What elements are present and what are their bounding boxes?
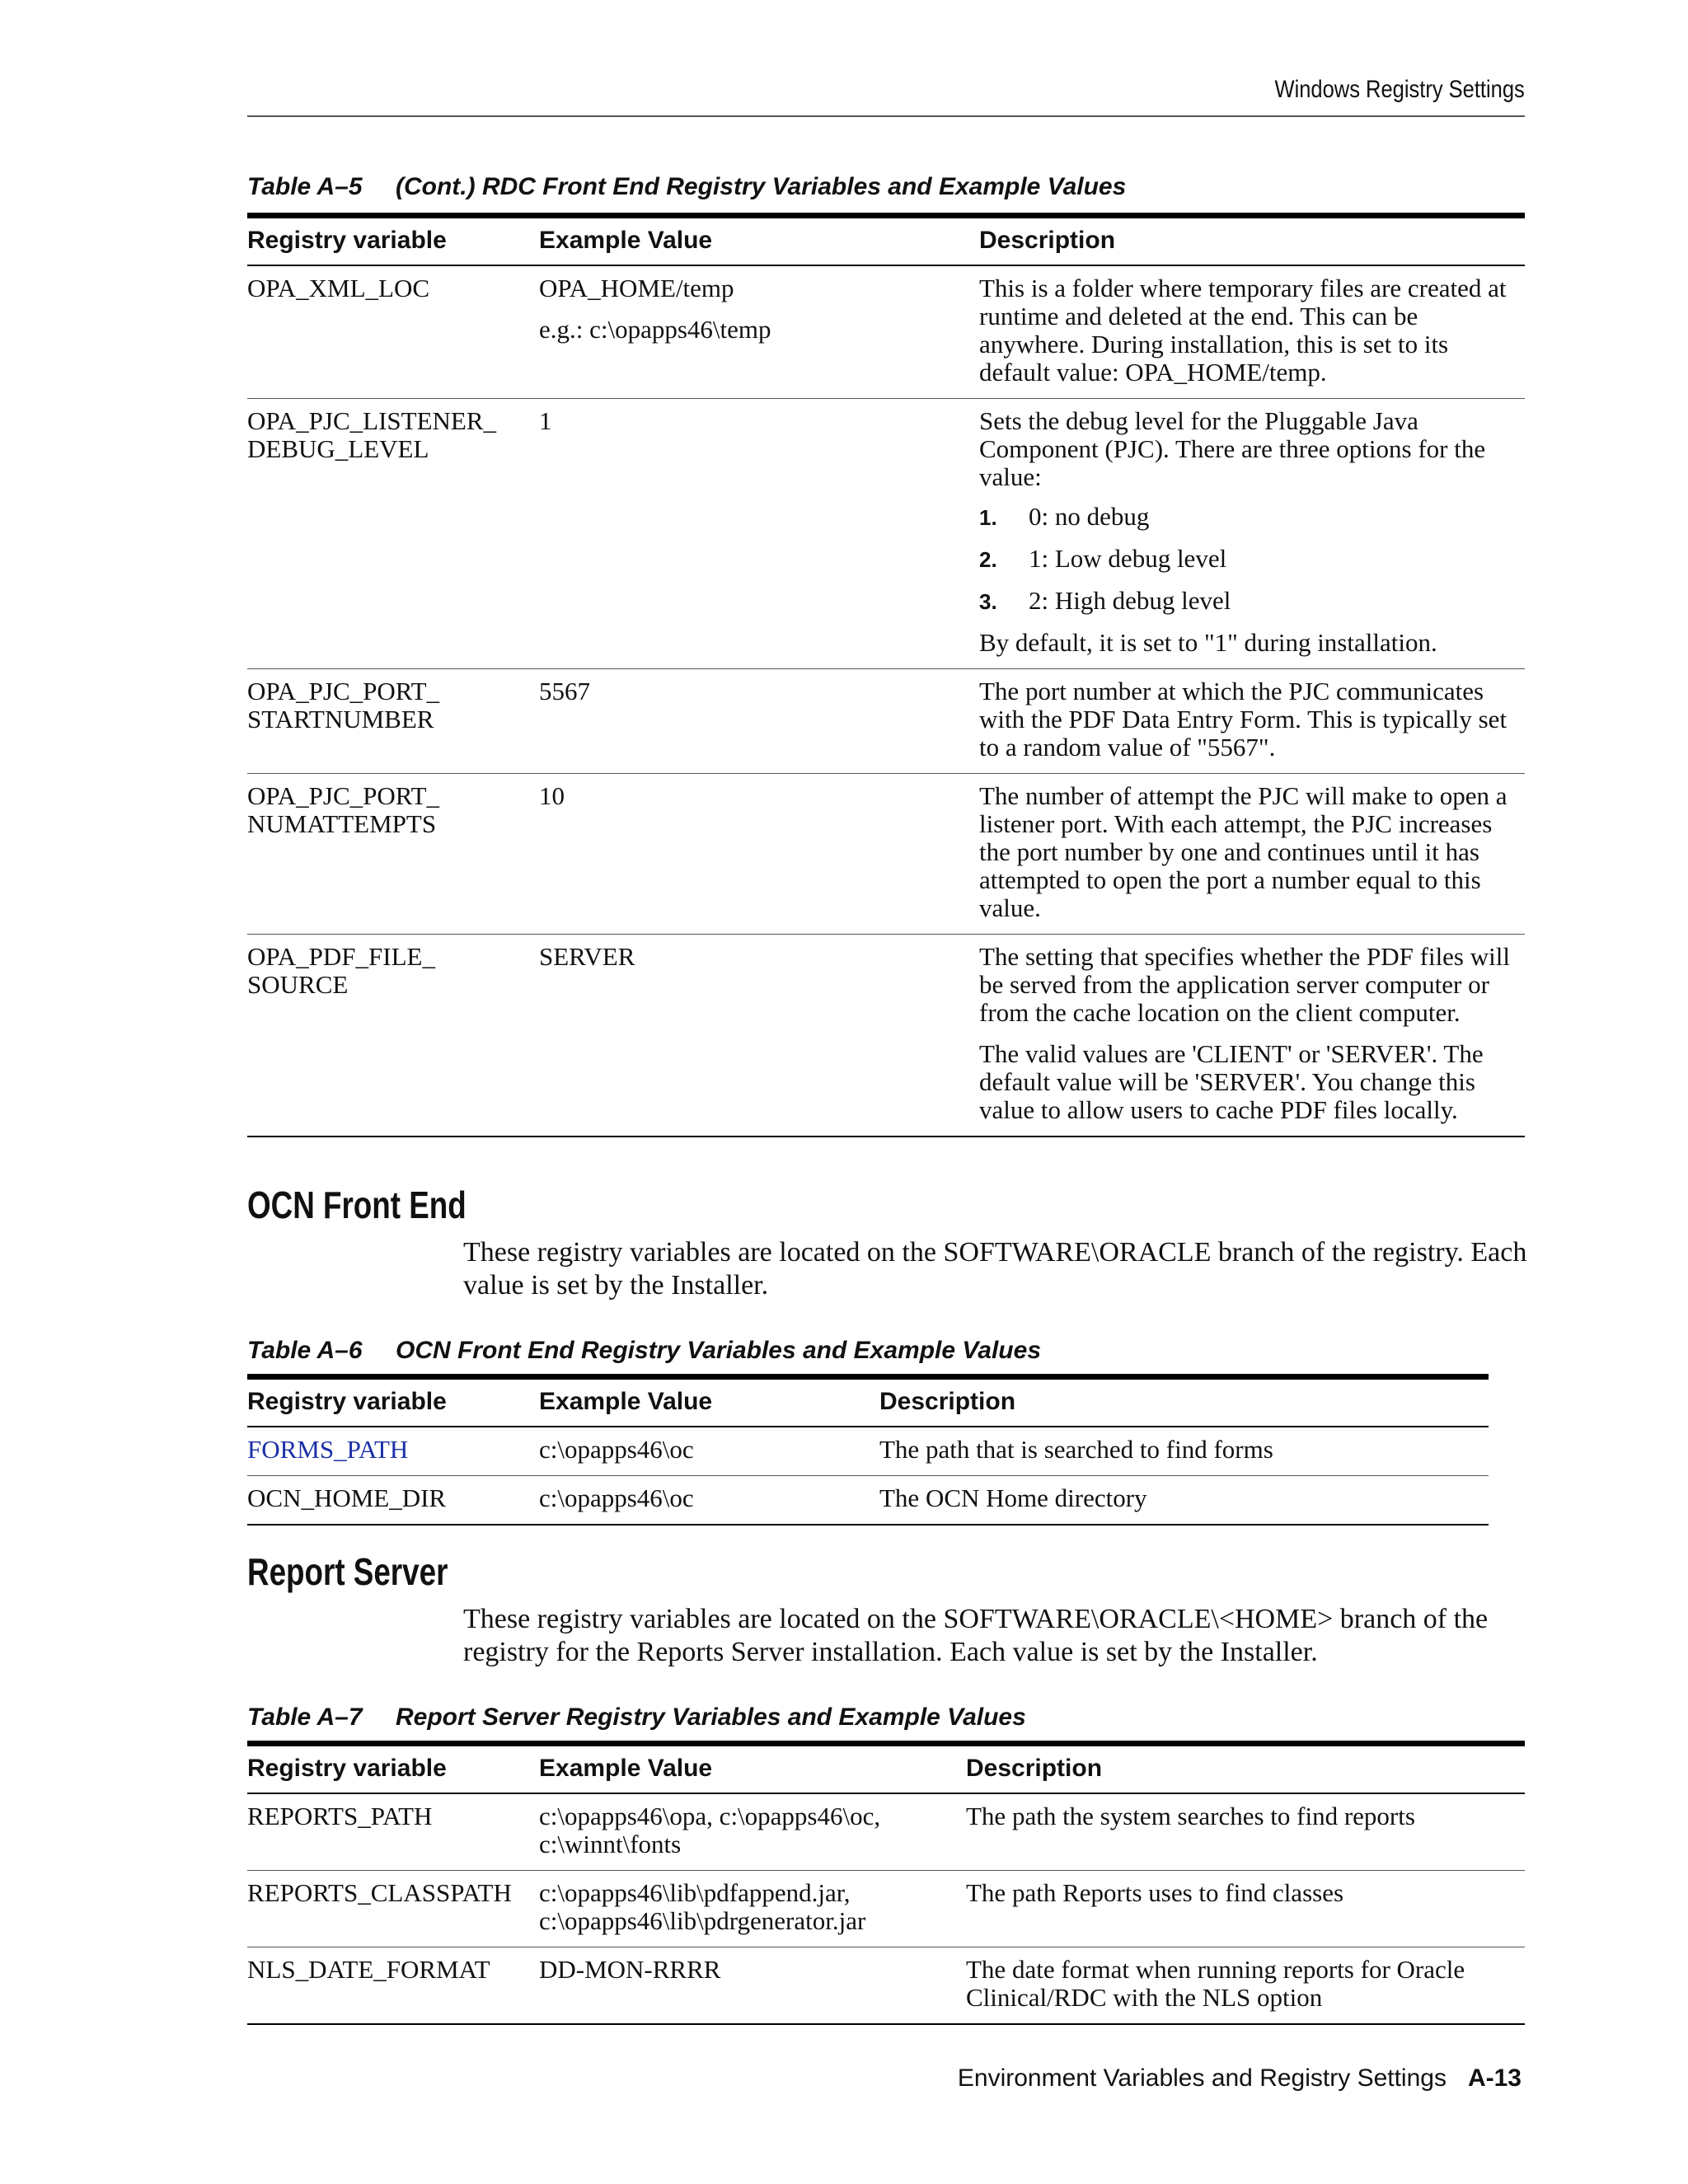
section-body: These registry variables are located on the SOFTWARE\ORACLE branch of the registry. Each value is set by the Installer. <box>463 1237 1527 1301</box>
table-header-row <box>247 1377 1489 1427</box>
list-number: 3. <box>979 589 997 614</box>
section-body: These registry variables are located on the SOFTWARE\ORACLE\<HOME> branch of the registry for the Reports Server installation. Each value is set by the Installer. <box>463 1604 1489 1667</box>
table-row <box>247 399 1525 669</box>
page-header <box>247 73 1525 117</box>
table-caption-text: (Cont.) RDC Front End Registry Variables and Example Values <box>396 173 1127 200</box>
description: The OCN Home directory <box>879 1476 1489 1526</box>
table-number: Table A–7 <box>247 1704 363 1731</box>
registry-variable: OPA_PJC_PORT_ NUMATTEMPTS <box>247 774 539 935</box>
table-header-row <box>247 216 1525 266</box>
forms-path-link[interactable]: FORMS_PATH <box>247 1435 409 1464</box>
registry-variable: OPA_PDF_FILE_ SOURCE <box>247 935 539 1137</box>
example-value: DD-MON-RRRR <box>539 1947 966 2025</box>
table-caption <box>247 1337 1041 1365</box>
registry-variable: REPORTS_CLASSPATH <box>247 1871 539 1947</box>
description: The path that is searched to find forms <box>879 1427 1489 1476</box>
table-row <box>247 265 1525 399</box>
footer-text: Environment Variables and Registry Settings <box>957 2064 1447 2092</box>
example-value: 5567 <box>539 669 979 774</box>
registry-variable: OPA_PJC_LISTENER_ DEBUG_LEVEL <box>247 399 539 669</box>
list-number: 2. <box>979 547 997 572</box>
example-value: c:\opapps46\lib\pdfappend.jar, c:\opapps46\lib\pdrgenerator.jar <box>539 1871 966 1947</box>
column-header: Example Value <box>539 216 979 266</box>
registry-variable: OPA_XML_LOC <box>247 265 539 399</box>
list-text: 2: High debug level <box>1029 586 1231 615</box>
table-header-row <box>247 1744 1525 1794</box>
page-number: A-13 <box>1467 2064 1522 2092</box>
report-server-table <box>247 1741 1525 2025</box>
example-value: 10 <box>539 774 979 935</box>
column-header: Registry variable <box>247 1744 539 1794</box>
registry-variable: OPA_PJC_PORT_ STARTNUMBER <box>247 669 539 774</box>
description: The path the system searches to find reports <box>966 1793 1525 1871</box>
table-row <box>247 669 1525 774</box>
example-value-line: OPA_HOME/temp <box>539 274 734 302</box>
description-paragraph: The valid values are 'CLIENT' or 'SERVER'. The default value will be 'SERVER'. You change this value to allow users to cache PDF files locally. <box>979 1039 1484 1124</box>
description: This is a folder where temporary files are created at runtime and deleted at the end. This can be anywhere. During installation, this is set to its default value: OPA_HOME/temp. <box>979 265 1525 399</box>
description <box>979 399 1525 669</box>
table-row <box>247 1476 1489 1526</box>
list-number: 1. <box>979 505 997 530</box>
table-row <box>247 1871 1525 1947</box>
registry-variable: REPORTS_PATH <box>247 1793 539 1871</box>
debug-options-list <box>979 503 1515 616</box>
column-header: Example Value <box>539 1377 879 1427</box>
description-paragraph: The setting that specifies whether the PDF files will be served from the application server computer or from the cache location on the client computer. <box>979 942 1510 1027</box>
description: The port number at which the PJC communicates with the PDF Data Entry Form. This is typically set to a random value of "5567". <box>979 669 1525 774</box>
example-value: c:\opapps46\opa, c:\opapps46\oc, c:\winnt\fonts <box>539 1793 966 1871</box>
example-value: c:\opapps46\oc <box>539 1427 879 1476</box>
description-intro: Sets the debug level for the Pluggable Java Component (PJC). There are three options for the value: <box>979 406 1486 491</box>
list-item <box>979 503 1515 532</box>
registry-variable: OCN_HOME_DIR <box>247 1476 539 1526</box>
description: The number of attempt the PJC will make to open a listener port. With each attempt, the PJC increases the port number by one and continues until it has attempted to open the port a number equal to this value. <box>979 774 1525 935</box>
example-value: 1 <box>539 399 979 669</box>
description: The path Reports uses to find classes <box>966 1871 1525 1947</box>
column-header: Example Value <box>539 1744 966 1794</box>
column-header: Description <box>979 216 1525 266</box>
table-caption-text: Report Server Registry Variables and Example Values <box>396 1704 1026 1731</box>
example-value: c:\opapps46\oc <box>539 1476 879 1526</box>
rdc-front-end-table <box>247 213 1525 1137</box>
column-header: Registry variable <box>247 216 539 266</box>
list-text: 1: Low debug level <box>1029 544 1227 573</box>
list-item <box>979 545 1515 574</box>
running-header-title: Windows Registry Settings <box>1274 76 1525 103</box>
table-caption-text: OCN Front End Registry Variables and Example Values <box>396 1337 1042 1364</box>
table-number: Table A–5 <box>247 173 363 200</box>
section-heading: OCN Front End <box>247 1183 467 1226</box>
table-row <box>247 935 1525 1137</box>
example-value-line: e.g.: c:\opapps46\temp <box>539 315 771 344</box>
table-number: Table A–6 <box>247 1337 363 1364</box>
description <box>979 935 1525 1137</box>
column-header: Registry variable <box>247 1377 539 1427</box>
list-item <box>979 587 1515 616</box>
ocn-front-end-table <box>247 1374 1489 1526</box>
list-text: 0: no debug <box>1029 502 1150 531</box>
page-footer <box>958 2064 1522 2093</box>
table-row <box>247 1427 1489 1476</box>
description: The date format when running reports for Oracle Clinical/RDC with the NLS option <box>966 1947 1525 2025</box>
table-row <box>247 1793 1525 1871</box>
column-header: Description <box>879 1377 1489 1427</box>
registry-variable-cell <box>247 1427 539 1476</box>
description-outro: By default, it is set to "1" during installation. <box>979 628 1437 657</box>
example-value <box>539 265 979 399</box>
example-value: SERVER <box>539 935 979 1137</box>
table-caption <box>247 173 1126 201</box>
column-header: Description <box>966 1744 1525 1794</box>
registry-variable: NLS_DATE_FORMAT <box>247 1947 539 2025</box>
section-heading: Report Server <box>247 1550 448 1593</box>
table-row <box>247 774 1525 935</box>
table-row <box>247 1947 1525 2025</box>
table-caption <box>247 1704 1026 1732</box>
